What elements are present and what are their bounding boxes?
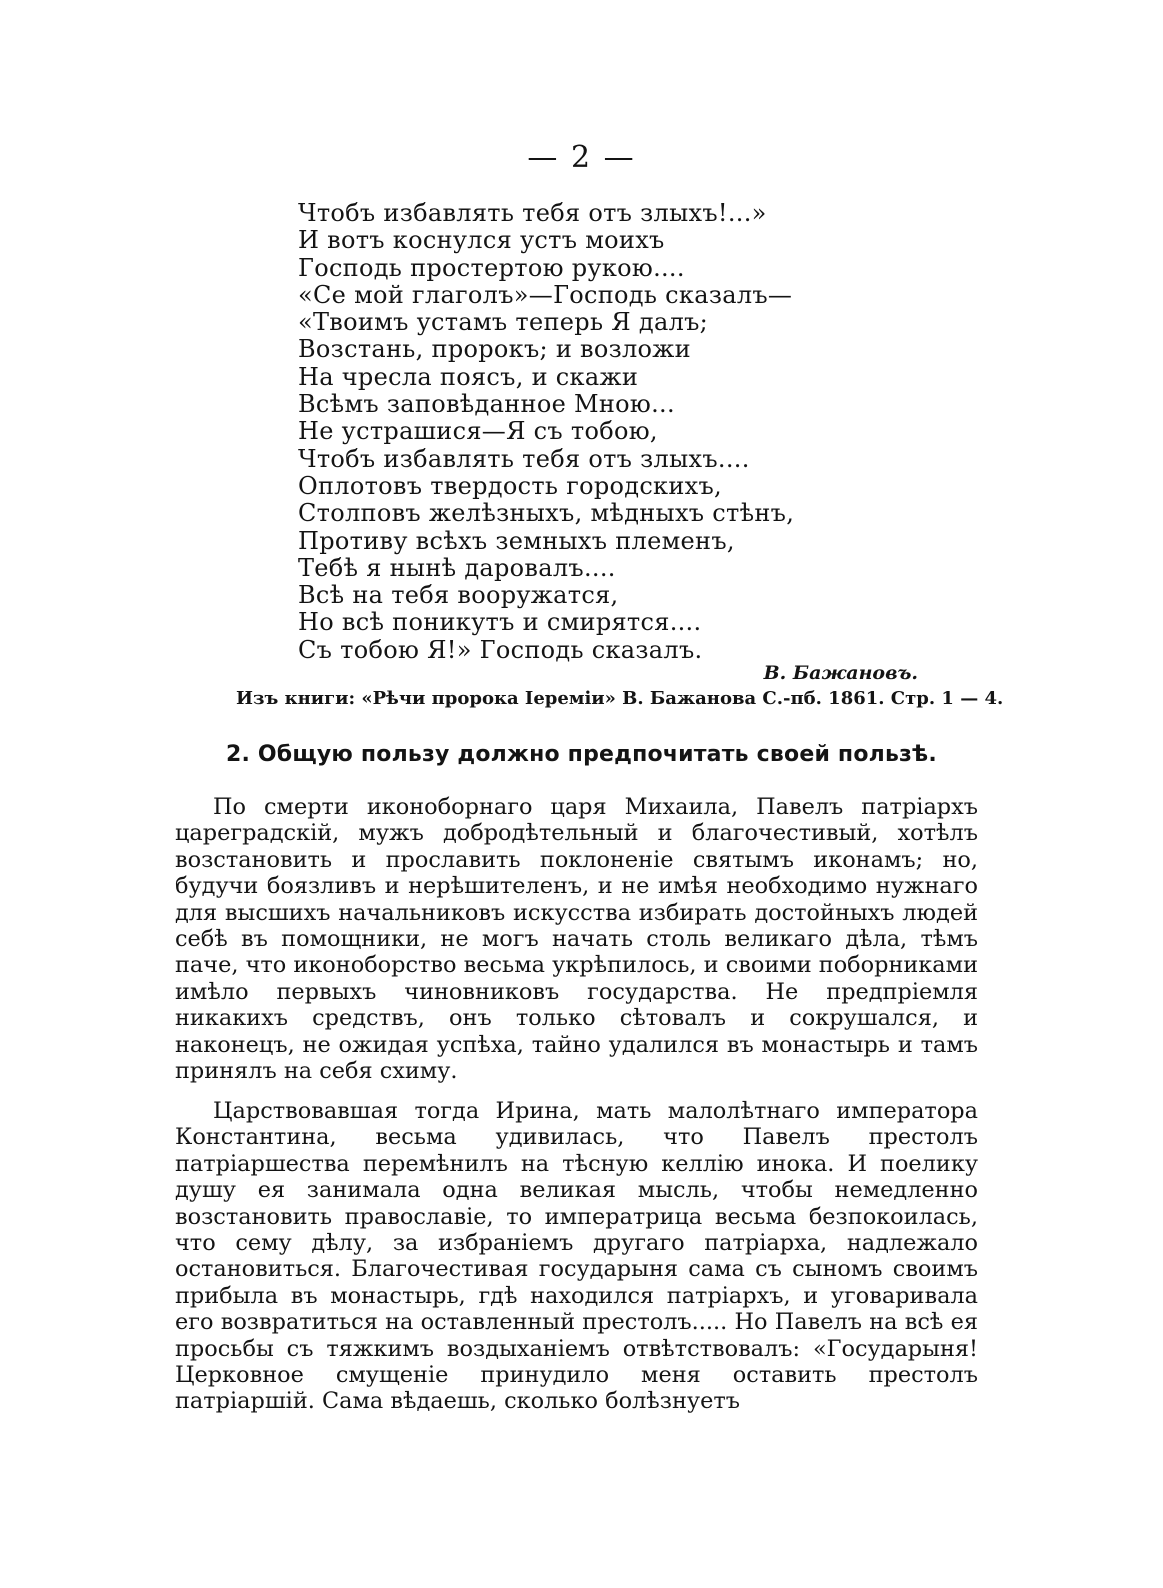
poem-line: Не устрашися—Я съ тобою, <box>298 417 658 446</box>
page-number: — 2 — <box>527 140 636 175</box>
poem-line: Всѣмъ заповѣданное Мною... <box>298 390 675 419</box>
poem-line: «Се мой глаголъ»—Господь сказалъ— <box>298 280 793 309</box>
poem-line: Чтобъ избавлять тебя отъ злыхъ!...» <box>298 199 767 227</box>
poem-line: И вотъ коснулся устъ моихъ <box>298 226 665 255</box>
poem-line: Но всѣ поникутъ и смирятся.... <box>298 608 702 637</box>
body-paragraph: По смерти иконоборнаго царя Михаила, Павелъ патріархъ цареградскій, мужъ добродѣтельный и благочестивый, хотѣлъ возстановить и прославить поклоненіе святымъ иконамъ; но, будучи боязливъ и нерѣшителенъ, и не имѣя необходимо нужнаго для высшихъ начальниковъ искусства избирать достойныхъ людей себѣ въ помощники, не могъ начать столь великаго дѣла, тѣмъ паче, что иконоборство весьма укрѣпилось, и своими поборниками имѣло первыхъ чиновниковъ государства. Не предпріемля никакихъ средствъ, онъ только сѣтовалъ и сокрушался, и наконецъ, не ожидая успѣха, тайно удалился въ монастырь и тамъ принялъ на себя схиму. <box>175 794 978 1085</box>
poem-line: Чтобъ избавлять тебя отъ злыхъ.... <box>298 444 750 473</box>
poem-line: Всѣ на тебя вооружатся, <box>298 581 619 610</box>
body-paragraph: Царствовавшая тогда Ирина, мать малолѣтнаго императора Константина, весьма удивилась, что Павелъ престолъ патріаршества перемѣнилъ на тѣсную келлію инока. И поелику душу ея занимала одна великая мысль, чтобы немедленно возстановить православіе, то императрица весьма безпокоилась, что сему дѣлу, за избраніемъ другаго патріарха, надлежало остановиться. Благочестивая государыня сама съ сыномъ своимъ прибыла въ монастырь, гдѣ находился патріархъ, и уговаривала его возвратиться на оставленный престолъ..... Но Павелъ на всѣ ея просьбы съ тяжкимъ воздыханіемъ отвѣтствовалъ: «Государыня! Церковное смущеніе принудило меня оставить престолъ патріаршій. Сама вѣдаешь, сколько болѣзнуетъ <box>175 1098 978 1415</box>
poem-line: На чресла поясъ, и скажи <box>298 362 639 391</box>
poem-source-citation: Изъ книги: «Рѣчи пророка Іереміи» В. Бажанова С.-пб. 1861. Стр. 1 — 4. <box>236 688 1004 709</box>
poem-line: Тебѣ я нынѣ даровалъ.... <box>298 553 616 582</box>
poem-line: «Твоимъ устамъ теперь Я далъ; <box>298 308 709 337</box>
poem-line: Съ тобою Я!» Господь сказалъ. <box>298 635 703 664</box>
poem-line: Оплотовъ твердость городскихъ, <box>298 471 722 500</box>
poem-line: Противу всѣхъ земныхъ племенъ, <box>298 526 735 555</box>
poem-author: В. Бажановъ. <box>763 662 918 684</box>
poem-line: Возстань, пророкъ; и возложи <box>298 335 691 364</box>
poem-line: Господь простертою рукою.... <box>298 253 685 282</box>
section-heading: 2. Общую пользу должно предпочитать своей пользѣ. <box>225 742 937 767</box>
poem-line: Столповъ желѣзныхъ, мѣдныхъ стѣнъ, <box>298 499 795 528</box>
poem-block <box>298 200 858 664</box>
